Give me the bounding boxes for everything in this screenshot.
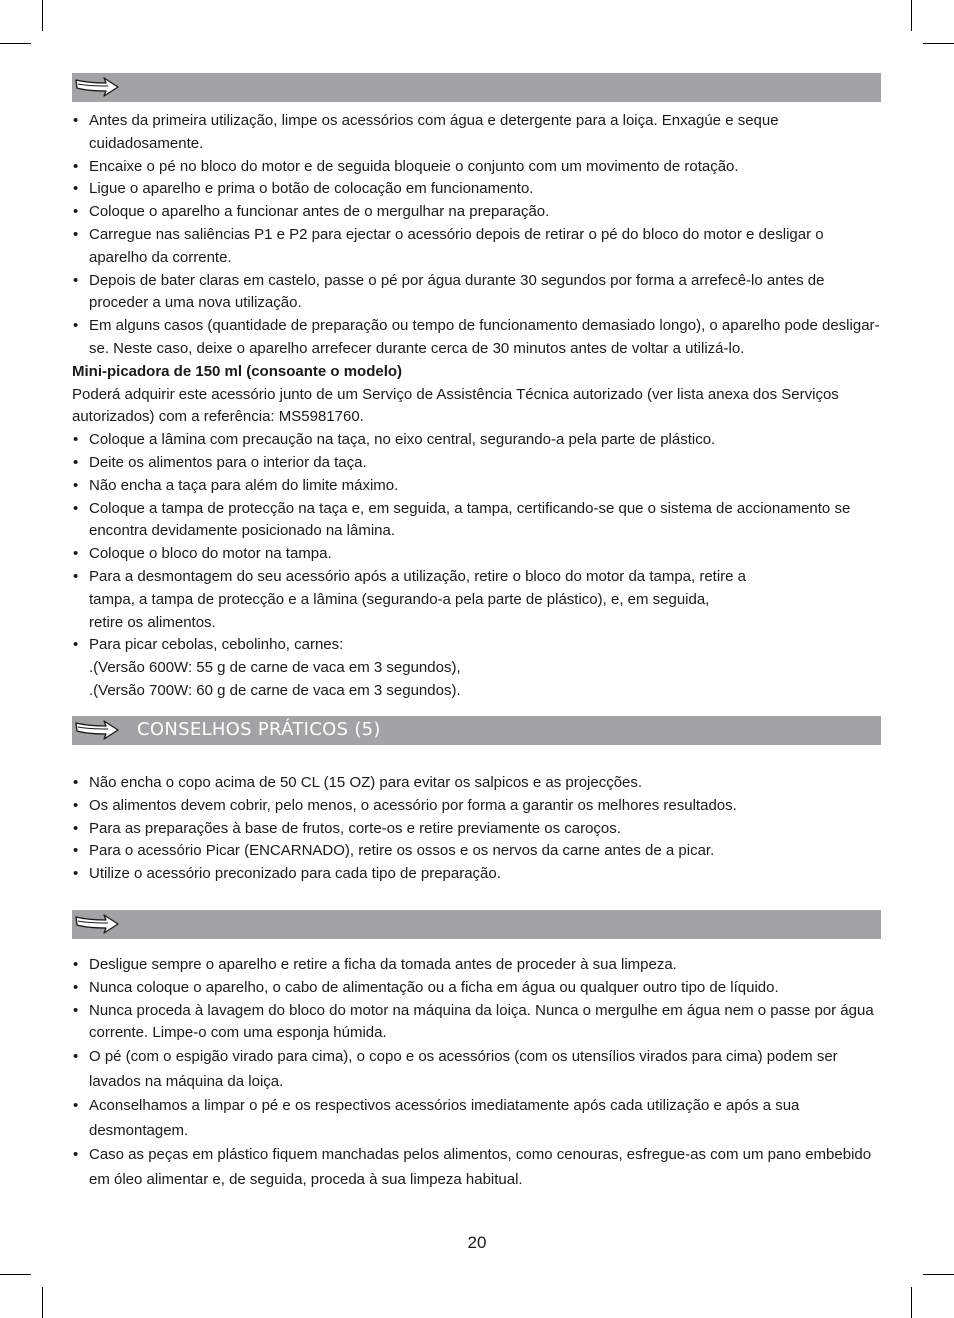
crop-mark <box>42 1287 43 1318</box>
crop-mark <box>911 0 912 31</box>
section-tips-body <box>72 772 882 886</box>
list-item: • Coloque o bloco do motor na tampa. <box>72 543 882 566</box>
list-item: • Carregue nas saliências P1 e P2 para ejectar o acessório depois de retirar o pé do bloco do motor e desligar o aparelho da corrente. <box>72 224 882 270</box>
hand-arrow-icon <box>74 76 120 98</box>
hand-arrow-icon <box>74 913 120 935</box>
crop-mark <box>923 43 954 44</box>
section-header-usage <box>72 73 881 102</box>
line: tampa, a tampa de protecção e a lâmina (segurando-a pela parte de plástico), e, em seguida, <box>89 590 710 608</box>
list-item: • Para as preparações à base de frutos, corte-os e retire previamente os caroços. <box>72 818 882 841</box>
usage-list <box>72 110 882 361</box>
crop-mark <box>911 1287 912 1318</box>
list-item-disassembly <box>72 566 882 634</box>
section-usage-body <box>72 110 882 703</box>
line: .(Versão 700W: 60 g de carne de vaca em 3 segundos). <box>89 681 461 699</box>
subheading-mini-chopper: Mini-picadora de 150 ml (consoante o modelo) <box>72 362 403 380</box>
list-item: • Deite os alimentos para o interior da taça. <box>72 452 882 475</box>
list-item: • Não encha a taça para além do limite máximo. <box>72 475 882 498</box>
list-item: • Em alguns casos (quantidade de preparação ou tempo de funcionamento demasiado longo), o aparelho pode desligar-se. Neste caso, deixe o aparelho arrefecer durante cerca de 30 minutos antes de voltar a utilizá-lo. <box>72 315 882 361</box>
list-item: • Desligue sempre o aparelho e retire a ficha da tomada antes de proceder à sua limpeza. <box>72 954 882 977</box>
section-header-cleaning <box>72 910 881 939</box>
line: • Para a desmontagem do seu acessório após a utilização, retire o bloco do motor da tampa, retire a <box>89 567 747 585</box>
section-header-tips <box>72 716 881 745</box>
section-cleaning-body <box>72 954 882 1192</box>
list-item: • Antes da primeira utilização, limpe os acessórios com água e detergente para a loiça. Enxagúe e seque cuidadosamente. <box>72 110 882 156</box>
list-item: • Os alimentos devem cobrir, pelo menos, o acessório por forma a garantir os melhores resultados. <box>72 795 882 818</box>
line: .(Versão 600W: 55 g de carne de vaca em 3 segundos), <box>89 659 461 677</box>
list-item: • Ligue o aparelho e prima o botão de colocação em funcionamento. <box>72 178 882 201</box>
list-item: • O pé (com o espigão virado para cima), o copo e os acessórios (com os utensílios virados para cima) podem ser lavados na máquina da loiça. <box>72 1045 882 1094</box>
cleaning-list-2 <box>72 1045 882 1192</box>
list-item: • Coloque o aparelho a funcionar antes de o mergulhar na preparação. <box>72 201 882 224</box>
crop-mark <box>0 43 31 44</box>
list-item: • Nunca coloque o aparelho, o cabo de alimentação ou a ficha em água ou qualquer outro tipo de líquido. <box>72 977 882 1000</box>
line: retire os alimentos. <box>89 613 216 631</box>
crop-mark <box>0 1274 31 1275</box>
hand-arrow-icon <box>74 719 120 741</box>
list-item: • Coloque a tampa de protecção na taça e, em seguida, a tampa, certificando-se que o sistema de accionamento se encontra devidamente posicionado na lâmina. <box>72 498 882 544</box>
list-item: • Utilize o acessório preconizado para cada tipo de preparação. <box>72 863 882 886</box>
crop-mark <box>923 1274 954 1275</box>
cleaning-list <box>72 954 882 1045</box>
section-title: CONSELHOS PRÁTICOS (5) <box>137 719 381 740</box>
list-item: • Caso as peças em plástico fiquem manchadas pelos alimentos, como cenouras, esfregue-as com um pano embebido em óleo alimentar e, de seguida, proceda à sua limpeza habitual. <box>72 1143 882 1192</box>
list-item: • Aconselhamos a limpar o pé e os respectivos acessórios imediatamente após cada utilização e após a sua desmontagem. <box>72 1094 882 1143</box>
page-number: 20 <box>467 1233 487 1252</box>
tips-list <box>72 772 882 886</box>
list-item: • Nunca proceda à lavagem do bloco do motor na máquina da loiça. Nunca o mergulhe em água nem o passe por água corrente. Limpe-o com uma esponja húmida. <box>72 1000 882 1046</box>
list-item: • Não encha o copo acima de 50 CL (15 OZ) para evitar os salpicos e as projecções. <box>72 772 882 795</box>
line: • Para picar cebolas, cebolinho, carnes: <box>89 636 344 654</box>
list-item-chop <box>72 634 882 702</box>
list-item: • Depois de bater claras em castelo, passe o pé por água durante 30 segundos por forma a arrefecê-lo antes de proceder a uma nova utilização. <box>72 270 882 316</box>
list-item: • Encaixe o pé no bloco do motor e de seguida bloqueie o conjunto com um movimento de rotação. <box>72 156 882 179</box>
list-item: • Para o acessório Picar (ENCARNADO), retire os ossos e os nervos da carne antes de a picar. <box>72 840 882 863</box>
chopper-list <box>72 429 882 703</box>
crop-mark <box>42 0 43 31</box>
list-item: • Coloque a lâmina com precaução na taça, no eixo central, segurando-a pela parte de plástico. <box>72 429 882 452</box>
intro-paragraph: Poderá adquirir este acessório junto de um Serviço de Assistência Técnica autorizado (ver lista anexa dos Serviços autorizados) com a referência: MS5981760. <box>72 385 839 426</box>
